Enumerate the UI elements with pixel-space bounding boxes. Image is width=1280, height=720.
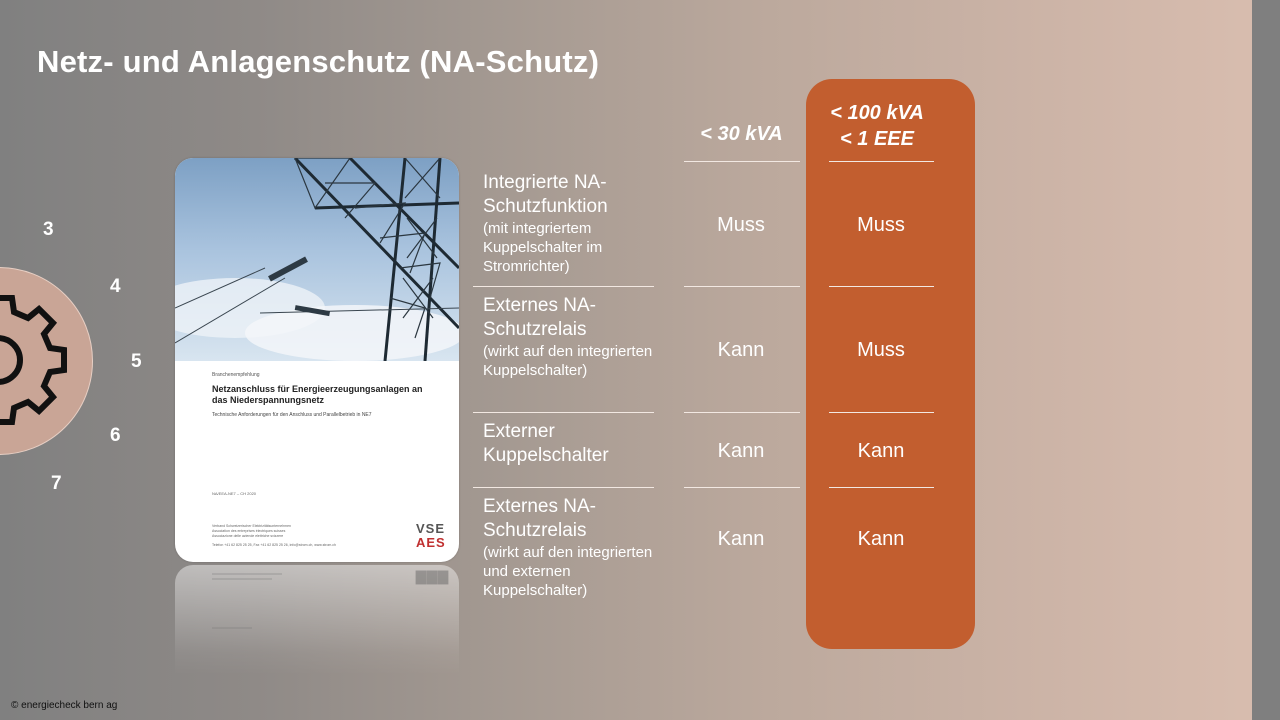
- feature-label: Externes NA-Schutzrelais: [483, 295, 596, 340]
- feature-row-3: [483, 420, 633, 468]
- cell-row3-100kva: Kann: [857, 440, 905, 462]
- power-pylon-photo: [175, 158, 459, 361]
- document-contact: Telefon +41 62 825 25 25, Fax +41 62 825 25 26, info@strom.ch, www.strom.ch: [212, 543, 336, 547]
- table-divider: [473, 412, 654, 413]
- slide-title: Netz- und Anlagenschutz (NA-Schutz): [37, 44, 600, 79]
- table-divider: [684, 286, 800, 287]
- cell-row2-100kva: Muss: [857, 339, 905, 361]
- cell-row1-30kva: Muss: [717, 214, 765, 236]
- pylon-image: [175, 158, 459, 361]
- table-divider: [684, 161, 800, 162]
- document-title: Netzanschluss für Energieerzeugungsanlagen an das Niederspannungsnetz: [212, 384, 423, 405]
- document-cover: [175, 158, 459, 562]
- reflection-line: [212, 627, 252, 629]
- highlight-column: [806, 79, 975, 649]
- table-divider: [684, 412, 800, 413]
- gear-icon: [0, 267, 91, 453]
- feature-label: Integrierte NA-Schutzfunktion: [483, 172, 608, 217]
- document-reflection: [175, 565, 459, 675]
- feature-note: (wirkt auf den integrierten Kuppelschalter): [483, 343, 653, 379]
- cell-row4-30kva: Kann: [717, 528, 765, 550]
- vse-aes-logo: [416, 522, 446, 550]
- feature-note: (mit integriertem Kuppelschalter im Stromrichter): [483, 220, 603, 275]
- table-divider: [829, 161, 934, 162]
- feature-note: (wirkt auf den integrierten und externen Kuppelschalter): [483, 544, 653, 599]
- nav-number-5[interactable]: 5: [131, 351, 142, 372]
- cell-row3-30kva: Kann: [717, 440, 765, 462]
- nav-number-4[interactable]: 4: [110, 276, 121, 297]
- document-code: NA/EEA-NE7 – CH 2020: [212, 491, 257, 496]
- logo-top: VSE: [416, 521, 446, 536]
- document-footer-line: Associazione delle aziende elettriche svizzere: [212, 534, 284, 538]
- right-edge-strip: [1252, 0, 1280, 720]
- table-divider: [829, 286, 934, 287]
- feature-row-1: [483, 171, 653, 276]
- table-divider: [829, 412, 934, 413]
- table-divider: [829, 487, 934, 488]
- column-header-100kva: < 100 kVA: [830, 102, 924, 124]
- document-footer: [212, 524, 372, 539]
- document-footer-line: Association des entreprises électriques suisses: [212, 529, 286, 533]
- reflection-line: [212, 573, 282, 575]
- table-divider: [473, 286, 654, 287]
- cell-row4-100kva: Kann: [857, 528, 905, 550]
- table-divider: [473, 487, 654, 488]
- nav-number-3[interactable]: 3: [43, 219, 54, 240]
- cell-row1-100kva: Muss: [857, 214, 905, 236]
- logo-bottom: AES: [416, 535, 446, 550]
- document-footer-line: Verband Schweizerischer Elektrizitätsunternehmen: [212, 524, 291, 528]
- document-kicker: Branchenempfehlung: [212, 372, 260, 378]
- nav-number-7[interactable]: 7: [51, 473, 62, 494]
- reflection-line: [212, 578, 272, 580]
- feature-label: Externer Kuppelschalter: [483, 421, 609, 466]
- feature-row-2: [483, 294, 653, 380]
- nav-number-6[interactable]: 6: [110, 425, 121, 446]
- table-divider: [684, 487, 800, 488]
- column-header-30kva: < 30 kVA: [700, 123, 783, 145]
- column-header-1eee: < 1 EEE: [840, 128, 914, 150]
- reflected-logo: ▇▇▇: [416, 571, 449, 586]
- feature-row-4: [483, 495, 653, 600]
- cell-row2-30kva: Kann: [717, 339, 765, 361]
- copyright-notice: © energiecheck bern ag: [11, 700, 118, 711]
- document-subtitle: Technische Anforderungen für den Anschluss und Parallelbetrieb in NE7: [212, 412, 372, 418]
- feature-label: Externes NA-Schutzrelais: [483, 496, 596, 541]
